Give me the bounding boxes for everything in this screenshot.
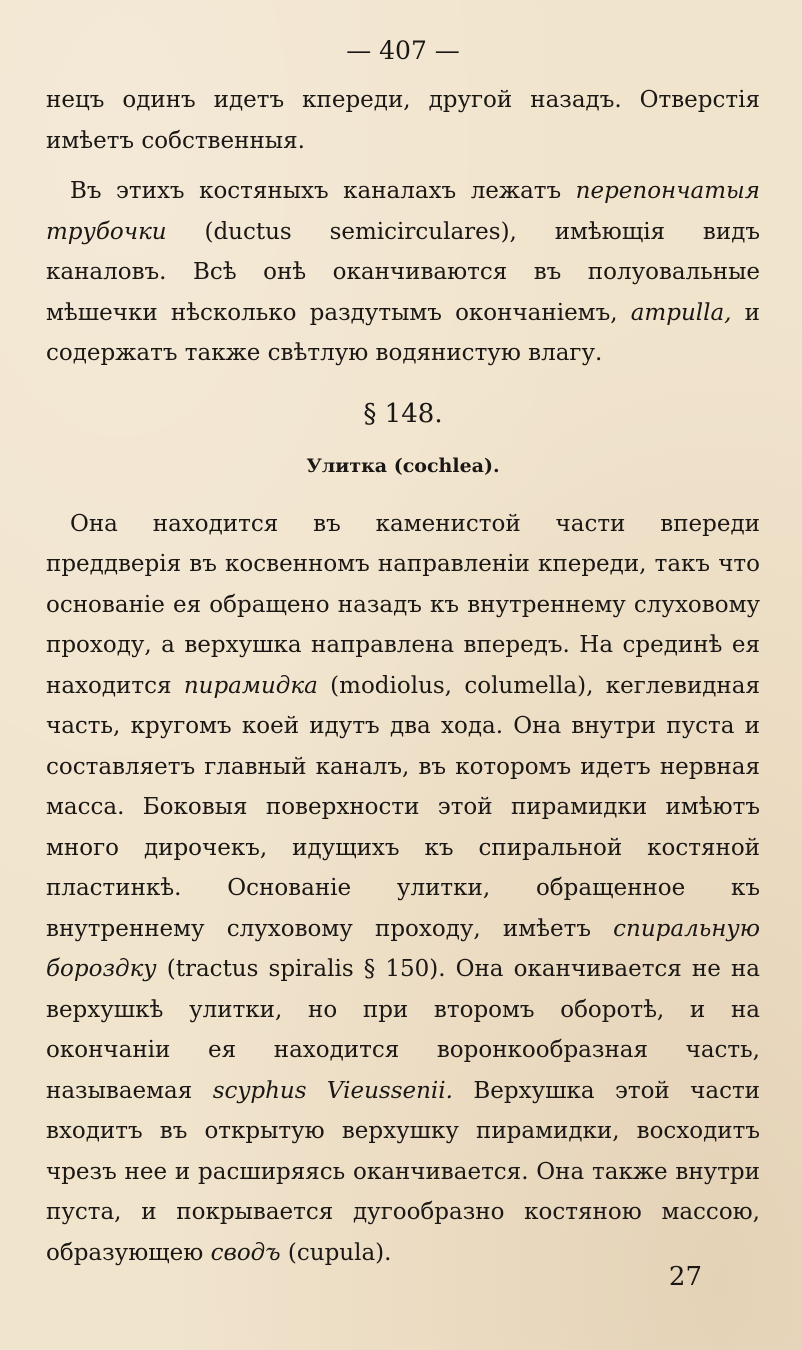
- paragraph-text: нецъ одинъ идетъ кпереди, другой назадъ. Отверстія имѣетъ собственныя.: [46, 87, 760, 154]
- text-run: (ductus semicirculares), имѣющія видъ каналовъ. Всѣ онѣ оканчиваются въ полуовальные мѣшечки нѣсколько раздутымъ окончаніемъ,: [46, 218, 760, 326]
- paragraph-cochlea: [46, 504, 760, 1274]
- section-number: § 148.: [363, 398, 443, 429]
- section-title: Улитка (cochlea).: [306, 454, 500, 477]
- page-number: — 407 —: [346, 36, 460, 65]
- italic-term: перепончатыя трубочки: [46, 178, 760, 245]
- italic-term: пирамидка: [183, 672, 318, 699]
- text-run: и содержатъ также свѣтлую водянистую влагу.: [46, 299, 761, 366]
- text-run: (modiolus, columella), кеглевидная часть, кругомъ коей идутъ два хода. Она внутри пуста и составляетъ главный каналъ, въ которомъ идетъ нервная масса. Боковыя поверхности этой пирамидки имѣютъ много дирочекъ, идущихъ къ спиральной костяной пластинкѣ. Основаніе улитки, обращенное къ внутреннему слуховому проходу, имѣетъ: [46, 672, 760, 942]
- italic-term: ampulla,: [630, 299, 732, 326]
- paragraph-semicircular-ducts: [46, 171, 760, 374]
- text-run: Верхушка этой части входитъ въ открытую верхушку пирамидки, восходитъ чрезъ нее и расширяясь оканчивается. Она также внутри пуста, и покрывается дугообразно костяною массою, образующею: [46, 1077, 761, 1266]
- italic-term: scyphus Vieussenii.: [212, 1077, 453, 1104]
- text-run: (tractus spiralis § 150). Она оканчивается не на верхушкѣ улитки, но при второмъ оборотѣ, и на окончаніи ея находится воронкообразная часть, называемая: [46, 956, 760, 1104]
- paragraph-continuation: [46, 80, 760, 161]
- text-run: Она находится въ каменистой части впереди преддверія въ косвенномъ направленіи кпереди, такъ что основаніе ея обращено назадъ къ внутреннему слуховому проходу, а верхушка направлена впередъ. На срединѣ ея находится: [46, 510, 760, 699]
- italic-term: спиральную бороздку: [46, 915, 760, 982]
- text-run: (cupula).: [280, 1239, 392, 1266]
- italic-term: сводъ: [210, 1239, 281, 1266]
- signature-mark: 27: [668, 1262, 702, 1292]
- text-run: Въ этихъ костяныхъ каналахъ лежатъ: [70, 178, 576, 204]
